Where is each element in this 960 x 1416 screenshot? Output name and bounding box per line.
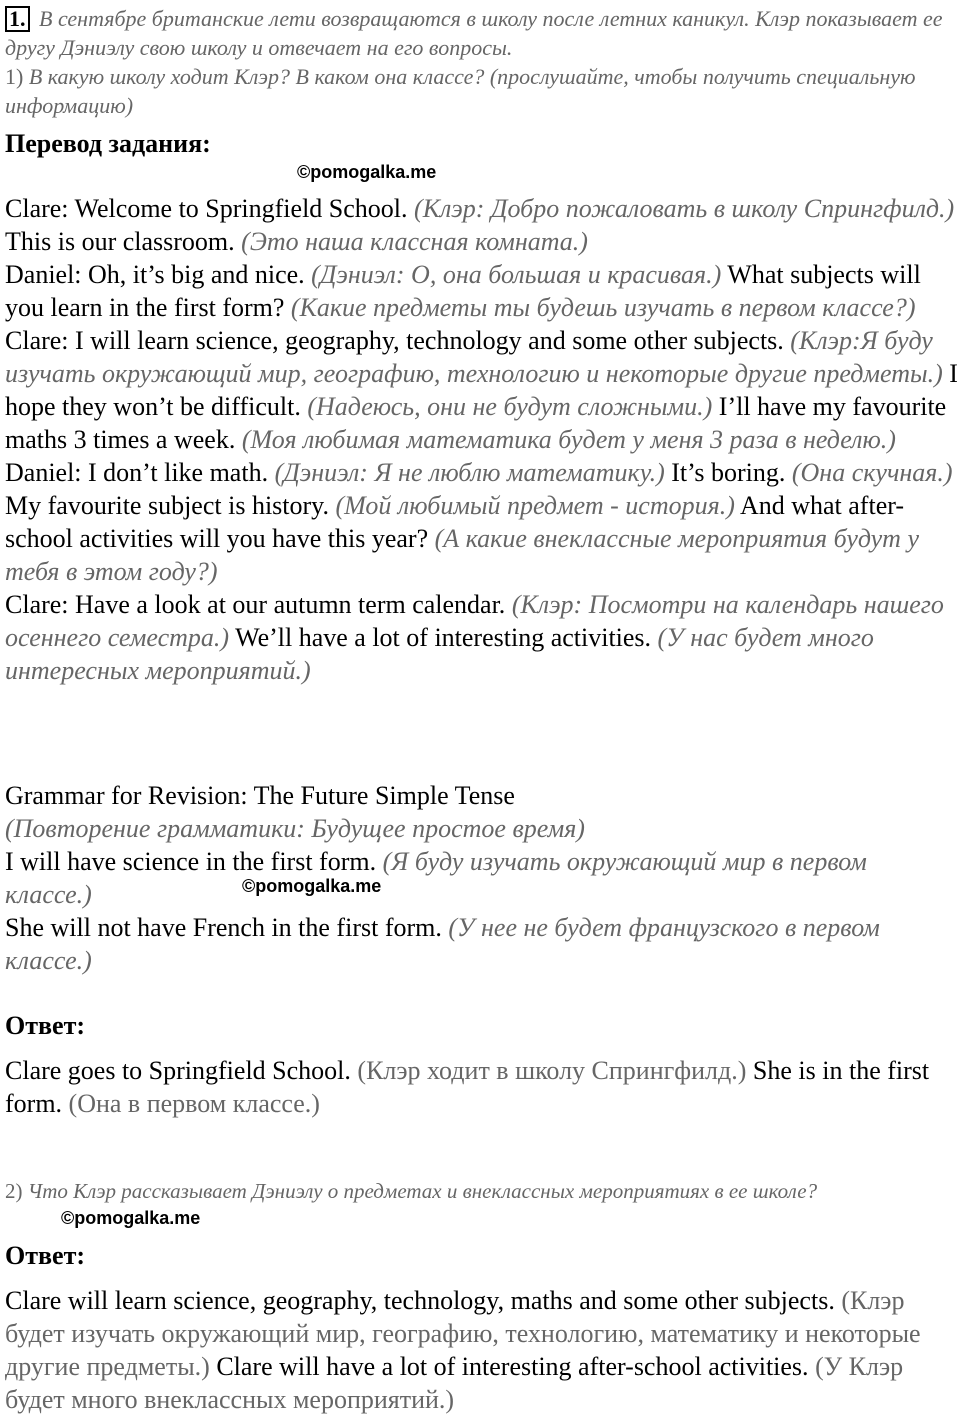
- answer-2-s2: Clare will have a lot of interesting after-school activities.: [216, 1352, 809, 1381]
- question-2: [5, 1177, 960, 1206]
- dialogue-en-4: Clare: I will learn science, geography, technology and some other subjects.: [5, 326, 784, 355]
- grammar-example-2-ru: (У нее не будет французского в первом классе.): [5, 913, 880, 975]
- dialogue-en-9: My favourite subject is history.: [5, 491, 329, 520]
- question-1-number: 1): [5, 64, 24, 89]
- dialogue-en-0: Clare: Welcome to Springfield School.: [5, 194, 408, 223]
- dialogue-ru-6: (Моя любимая математика будет у меня 3 раза в неделю.): [241, 425, 896, 454]
- watermark-1: ©pomogalka.me: [297, 162, 437, 182]
- answer-1-s2-ru: (Она в первом классе.): [68, 1089, 320, 1118]
- answer-1-s1: Clare goes to Springfield School.: [5, 1056, 351, 1085]
- grammar-example-1-ru: (Я буду изучать окружающий мир в первом классе.): [5, 847, 867, 909]
- dialogue-en-11: Clare: Have a look at our autumn term calendar.: [5, 590, 506, 619]
- dialogue-en-1: This is our classroom.: [5, 227, 235, 256]
- grammar-example-1: I will have science in the first form.: [5, 847, 377, 876]
- watermark-3: ©pomogalka.me: [61, 1208, 201, 1228]
- answer-1-s2: She is in the first form.: [5, 1056, 930, 1118]
- dialogue-en-3: What subjects will you learn in the first form?: [5, 260, 921, 322]
- dialogue-en-10: And what after-school activities will you have this year?: [5, 491, 905, 553]
- dialogue-ru-2: (Дэниэл: О, она большая и красивая.): [311, 260, 722, 289]
- dialogue-ru-1: (Это наша классная комната.): [241, 227, 588, 256]
- dialogue-ru-7: (Дэниэл: Я не люблю математику.): [274, 458, 665, 487]
- answer-2: [5, 1284, 960, 1416]
- dialogue-ru-5: (Надеюсь, они не будут сложными.): [307, 392, 713, 421]
- task-number: 1.: [5, 6, 30, 32]
- dialogue-ru-8: (Она скучная.): [791, 458, 953, 487]
- dialogue-ru-0: (Клэр: Добро пожаловать в школу Спрингфилд.): [414, 194, 955, 223]
- grammar-section: [5, 779, 960, 977]
- answer-1: [5, 1054, 960, 1120]
- dialogue-en-2: Daniel: Oh, it’s big and nice.: [5, 260, 305, 289]
- dialogue-en-5: I hope they won’t be difficult.: [5, 359, 958, 421]
- grammar-title-ru: (Повторение грамматики: Будущее простое время): [5, 814, 585, 843]
- dialogue-ru-9: (Мой любимый предмет - история.): [335, 491, 735, 520]
- question-1-text: В какую школу ходит Клэр? В каком она классе? (прослушайте, чтобы получить специальную информацию): [5, 64, 916, 118]
- translation-heading: Перевод задания:: [5, 129, 211, 158]
- watermark-2: ©pomogalka.me: [242, 876, 382, 896]
- dialogue-ru-10: (А какие внеклассные мероприятия будут у тебя в этом году?): [5, 524, 919, 586]
- answer-1-s1-ru: (Клэр ходит в школу Спрингфилд.): [357, 1056, 747, 1085]
- dialogue-en-8: It’s boring.: [671, 458, 786, 487]
- grammar-title: Grammar for Revision: The Future Simple Tense: [5, 781, 515, 810]
- dialogue-en-7: Daniel: I don’t like math.: [5, 458, 269, 487]
- dialogue-ru-4: (Клэр:Я буду изучать окружающий мир, географию, технологию и некоторые другие предметы.): [5, 326, 943, 388]
- grammar-example-2: She will not have French in the first form.: [5, 913, 442, 942]
- dialogue-ru-12: (У нас будет много интересных мероприятий.): [5, 623, 874, 685]
- answer-2-s1: Clare will learn science, geography, technology, maths and some other subjects.: [5, 1286, 835, 1315]
- answer-2-s2-ru: (У Клэр будет много внеклассных мероприятий.): [5, 1352, 904, 1414]
- question-2-text: Что Клэр рассказывает Дэниэлу о предметах и внеклассных мероприятиях в ее школе?: [27, 1179, 818, 1203]
- answer-2-s1-ru: (Клэр будет изучать окружающий мир, географию, технологию, математику и некоторые другие предметы.): [5, 1286, 921, 1381]
- task-intro-text: В сентябре британские лети возвращаются в школу после летних каникул. Клэр показывает ее другу Дэниэлу свою школу и отвечает на его вопросы.: [5, 6, 943, 60]
- dialogue-en-12: We’ll have a lot of interesting activities.: [235, 623, 652, 652]
- dialogue-en-6: I’ll have my favourite maths 3 times a week.: [5, 392, 947, 454]
- answer-2-heading: Ответ:: [5, 1241, 86, 1270]
- dialogue-ru-3: (Какие предметы ты будешь изучать в первом классе?): [290, 293, 916, 322]
- question-2-number: 2): [5, 1179, 23, 1203]
- dialogue-ru-11: (Клэр: Посмотри на календарь нашего осеннего семестра.): [5, 590, 944, 652]
- answer-1-heading: Ответ:: [5, 1011, 86, 1040]
- task-intro: [5, 4, 960, 120]
- dialogue: [5, 192, 960, 687]
